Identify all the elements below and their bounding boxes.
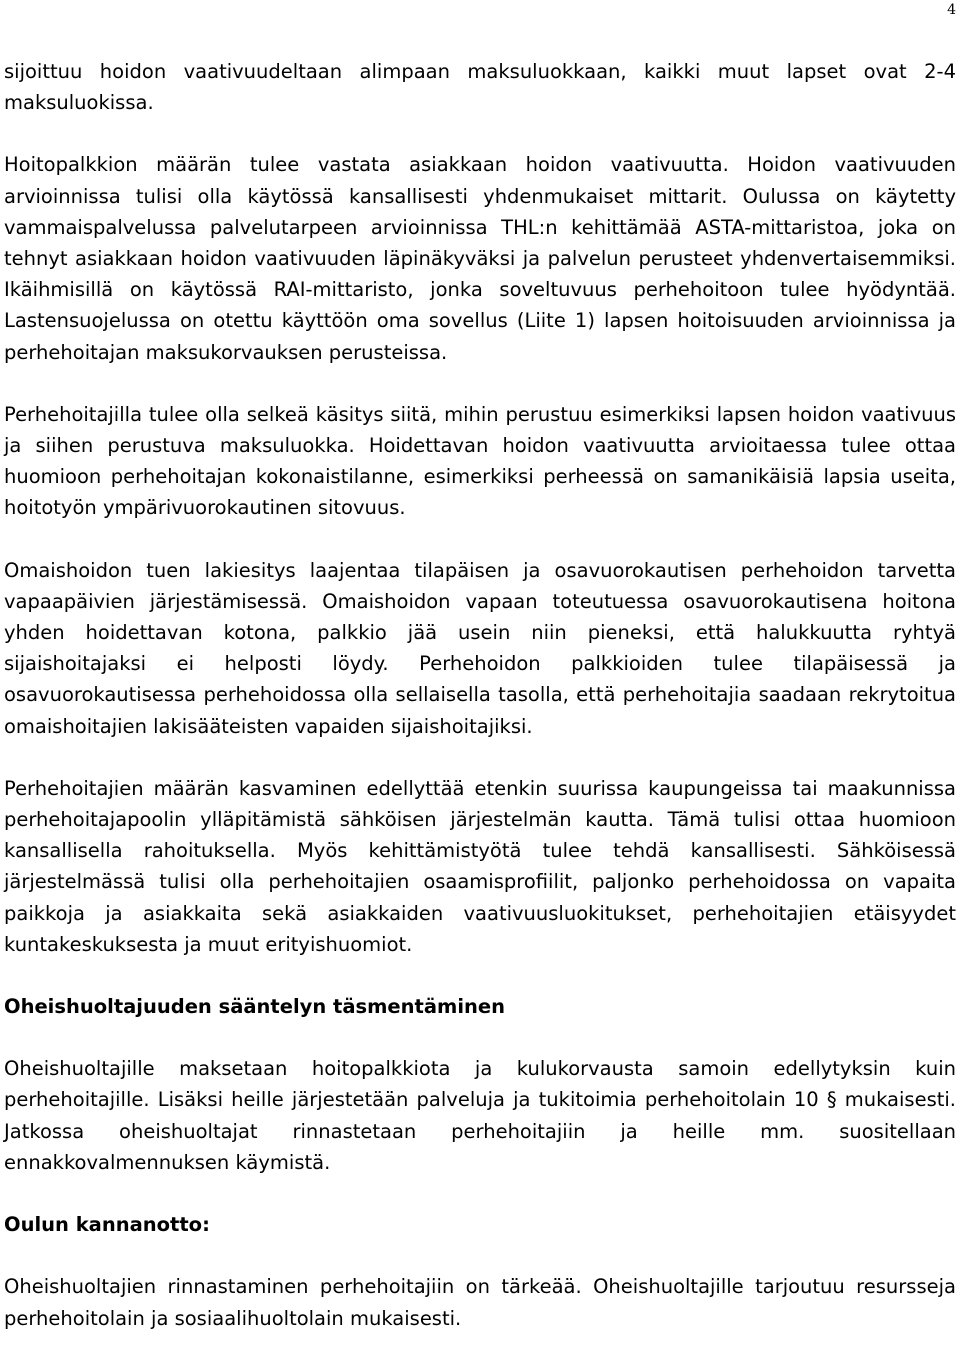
paragraph-kannanotto: Oheishuoltajien rinnastaminen perhehoitajiin on tärkeää. Oheishuoltajille tarjoutuu resursseja perhehoitolain ja sosiaalihuoltolain mukaisesti. — [4, 1275, 956, 1330]
section-heading-kannanotto: Oulun kannanotto: — [4, 1213, 210, 1237]
section-heading-oheishuoltajuus: Oheishuoltajuuden sääntelyn täsmentäminen — [4, 995, 506, 1019]
document-body — [4, 56, 956, 1334]
paragraph-maksuluokat: sijoittuu hoidon vaativuudeltaan alimpaan maksuluokkaan, kaikki muut lapset ovat 2-4 maksuluokissa. — [4, 60, 956, 115]
paragraph-perhehoitajapooli: Perhehoitajien määrän kasvaminen edellyttää etenkin suurissa kaupungeissa tai maakunnissa perhehoitajapoolin ylläpitämistä sähköisen järjestelmän kautta. Tämä tulisi ottaa huomioon kansallisella rahoituksella. Myös kehittämistyötä tulee tehdä kansallisesti. Sähköisessä järjestelmässä tulisi olla perhehoitajien osaamisprofiilit, paljonko perhehoidossa on vapaita paikkoja ja asiakkaita sekä asiakkaiden vaativuusluokitukset, perhehoitajien etäisyydet kuntakeskuksesta ja muut erityishuomiot. — [4, 776, 956, 956]
paragraph-hoitopalkkio: Hoitopalkkion määrän tulee vastata asiakkaan hoidon vaativuutta. Hoidon vaativuuden arvioinnissa tulisi olla käytössä kansallisesti yhdenmukaiset mittarit. Oulussa on käytetty vammaispalvelussa palvelutarpeen arvioinnissa THL:n kehittämää ASTA-mittaristoa, joka on tehnyt asiakkaan hoidon vaativuuden läpinäkyväksi ja palvelun perusteet yhdenvertaisemmiksi. Ikäihmisillä on käytössä RAI-mittaristo, jonka soveltuvuus perhehoitoon tulee hyödyntää. Lastensuojelussa on otettu käyttöön oma sovellus (Liite 1) lapsen hoitoisuuden arvioinnissa ja perhehoitajan maksukorvauksen perusteissa. — [4, 153, 956, 364]
page-number: 4 — [947, 2, 956, 18]
paragraph-omaishoito: Omaishoidon tuen lakiesitys laajentaa tilapäisen ja osavuorokautisen perhehoidon tarvetta vapaapäivien järjestämisessä. Omaishoidon vapaan toteutuessa osavuorokautisena hoitona yhden hoidettavan kotona, palkkio jää usein niin pieneksi, että halukkuutta ryhtyä sijaishoitajaksi ei helposti löydy. Perhehoidon palkkioiden tulee tilapäisessä ja osavuorokautisessa perhehoidossa olla sellaisella tasolla, että perhehoitajia saadaan rekrytoitua omaishoitajien lakisääteisten vapaiden sijaishoitajiksi. — [4, 558, 956, 738]
paragraph-perhehoitajat-kasitys: Perhehoitajilla tulee olla selkeä käsitys siitä, mihin perustuu esimerkiksi lapsen hoidon vaativuus ja siihen perustuva maksuluokka. Hoidettavan hoidon vaativuutta arvioitaessa tulee ottaa huomioon perhehoitajan kokonaistilanne, esimerkiksi perheessä on samanikäisiä lapsia useita, hoitotyön ympärivuorokautinen sitovuus. — [4, 402, 956, 520]
paragraph-oheishuoltajat: Oheishuoltajille maksetaan hoitopalkkiota ja kulukorvausta samoin edellytyksin kuin perhehoitajille. Lisäksi heille järjestetään palveluja ja tukitoimia perhehoitolain 10 § mukaisesti. Jatkossa oheishuoltajat rinnastetaan perhehoitajiin ja heille mm. suositellaan ennakkovalmennuksen käymistä. — [4, 1057, 956, 1174]
